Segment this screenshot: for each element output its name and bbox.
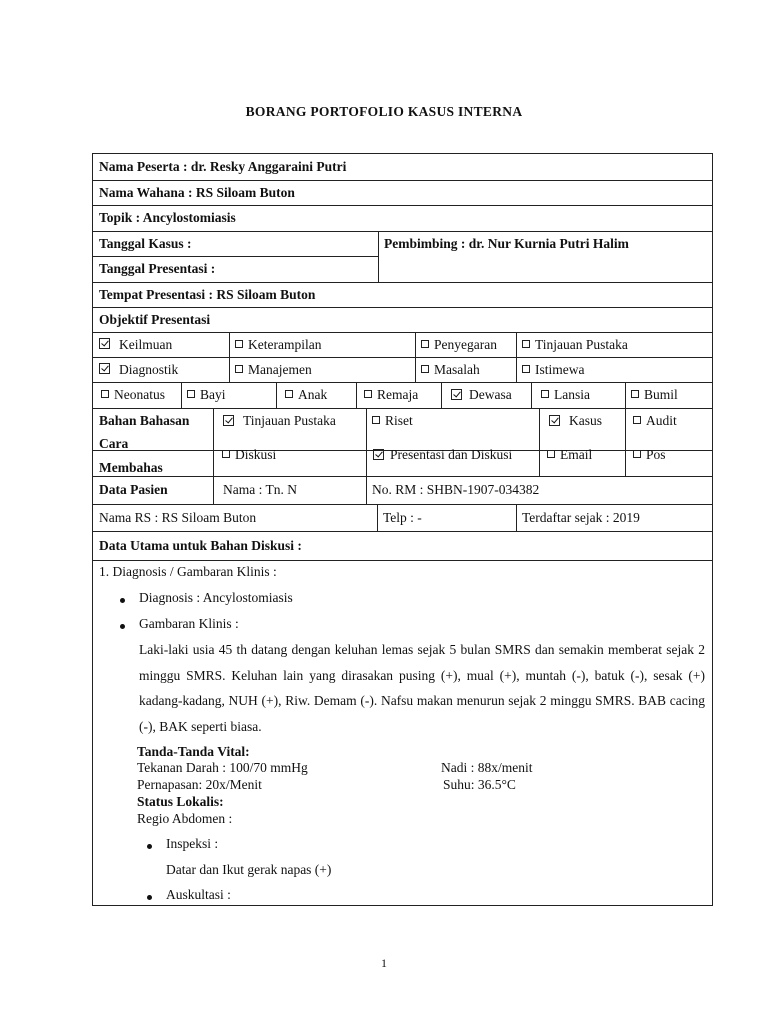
nama-pasien-field: Nama : Tn. N (223, 482, 297, 497)
status-lokalis: Status Lokalis: (137, 794, 224, 809)
checkbox-icon (222, 450, 230, 458)
checkbox-icon (633, 416, 641, 424)
option-audit[interactable] (625, 408, 683, 434)
checkbox-icon (633, 450, 641, 458)
option-keterampilan[interactable] (229, 332, 327, 357)
option-anak[interactable] (276, 382, 333, 408)
objektif-label: Objektif Presentasi (99, 311, 211, 327)
data-utama-label: Data Utama untuk Bahan Diskusi : (99, 537, 302, 553)
option-label: Email (560, 447, 593, 462)
option-bahan-tinjauan[interactable] (213, 408, 342, 434)
option-label: Tinjauan Pustaka (535, 336, 628, 352)
option-label: Manajemen (248, 361, 312, 377)
option-label: Neonatus (114, 387, 165, 402)
bullet-icon (120, 598, 125, 603)
option-penyegaran[interactable] (415, 332, 503, 357)
option-label: Anak (298, 387, 328, 402)
auskultasi: Auskultasi : (166, 887, 231, 902)
suhu: Suhu: 36.5°C (443, 777, 516, 792)
checked-box-icon (99, 338, 110, 349)
peserta-field: Nama Peserta : dr. Resky Anggaraini Putri (99, 159, 347, 174)
option-tinjauan-pustaka[interactable] (516, 332, 634, 357)
bullet-icon (147, 844, 152, 849)
bahan-label: Bahan Bahasan (99, 413, 190, 428)
pembimbing-field: Pembimbing : dr. Nur Kurnia Putri Halim (384, 235, 629, 251)
page-number: 1 (381, 956, 387, 970)
tanggal-presentasi-field: Tanggal Presentasi : (99, 261, 216, 276)
option-bayi[interactable] (181, 382, 232, 408)
row-divider (93, 560, 712, 561)
diagnosis-item: Diagnosis : Ancylostomiasis (139, 590, 293, 605)
tekanan-darah: Tekanan Darah : 100/70 mmHg (137, 760, 308, 775)
option-bumil[interactable] (625, 382, 684, 408)
option-label: Penyegaran (434, 336, 497, 352)
option-label: Bayi (200, 387, 226, 402)
checkbox-icon (285, 390, 293, 398)
option-label: Kasus (569, 413, 602, 428)
row-divider (93, 357, 712, 358)
pernapasan: Pernapasan: 20x/Menit (137, 777, 262, 792)
option-label: Audit (646, 413, 677, 428)
no-rm-field: No. RM : SHBN-1907-034382 (372, 482, 540, 497)
nadi: Nadi : 88x/menit (441, 760, 533, 775)
vital-heading: Tanda-Tanda Vital: (137, 744, 250, 759)
checkbox-icon (372, 416, 380, 424)
option-kasus[interactable] (539, 408, 608, 434)
option-diagnostik[interactable] (93, 357, 184, 382)
option-label: Bumil (644, 387, 678, 402)
option-label: Keterampilan (248, 336, 322, 352)
document-title: BORANG PORTOFOLIO KASUS INTERNA (245, 104, 523, 119)
cara-label: Cara (99, 436, 129, 451)
option-pos[interactable] (625, 434, 672, 476)
inspeksi: Inspeksi : (166, 836, 219, 851)
topik-field: Topik : Ancylostomiasis (99, 210, 236, 225)
checked-box-icon (373, 449, 384, 460)
option-label: Istimewa (535, 361, 585, 377)
option-label: Diskusi (235, 447, 277, 462)
option-label: Riset (385, 413, 413, 428)
checkbox-icon (364, 390, 372, 398)
checkbox-icon (547, 450, 555, 458)
option-neonatus[interactable] (93, 382, 171, 408)
checked-box-icon (549, 415, 560, 426)
option-label: Tinjauan Pustaka (243, 413, 336, 428)
diagnosis-heading: 1. Diagnosis / Gambaran Klinis : (99, 564, 277, 579)
checkbox-icon (235, 340, 243, 348)
tanggal-kasus-field: Tanggal Kasus : (99, 235, 192, 251)
terdaftar-field: Terdaftar sejak : 2019 (522, 509, 640, 525)
checkbox-icon (101, 390, 109, 398)
checkbox-icon (235, 365, 243, 373)
option-label: Pos (646, 447, 666, 462)
option-dewasa[interactable] (441, 382, 518, 408)
bullet-icon (147, 895, 152, 900)
checkbox-icon (421, 340, 429, 348)
checkbox-icon (522, 340, 530, 348)
option-manajemen[interactable] (229, 357, 318, 382)
regio-abdomen: Regio Abdomen : (137, 811, 233, 826)
bullet-icon (120, 624, 125, 629)
option-remaja[interactable] (356, 382, 424, 408)
checkbox-icon (541, 390, 549, 398)
option-keilmuan[interactable] (93, 332, 178, 357)
data-pasien-label: Data Pasien (99, 482, 168, 497)
option-label: Diagnostik (119, 361, 179, 377)
gambaran-paragraph: Laki-laki usia 45 th datang dengan keluhan lemas sejak 5 bulan SMRS dan semakin memberat sejak 2 minggu SMRS. Keluhan lain yang dirasakan pusing (+), mual (+), muntah (-), batuk (-), sesak (+) kadang-kadang, NUH (+), Riw. Demam (-). Nafsu makan menurun sejak 2 minggu SMRS. BAB cacing (-), BAK seperti biasa. (139, 642, 705, 734)
option-diskusi[interactable] (213, 434, 282, 476)
option-label: Presentasi dan Diskusi (390, 447, 513, 462)
telp-field: Telp : - (383, 509, 422, 525)
option-label: Remaja (377, 387, 419, 402)
checked-box-icon (223, 415, 234, 426)
option-label: Keilmuan (119, 336, 173, 352)
checkbox-icon (522, 365, 530, 373)
inspeksi-text: Datar dan Ikut gerak napas (+) (166, 862, 332, 877)
option-masalah[interactable] (415, 357, 486, 382)
nama-rs-field: Nama RS : RS Siloam Buton (99, 509, 257, 525)
option-email[interactable] (539, 434, 598, 476)
option-istimewa[interactable] (516, 357, 591, 382)
wahana-field: Nama Wahana : RS Siloam Buton (99, 184, 295, 200)
option-label: Lansia (554, 387, 590, 402)
gambaran-item: Gambaran Klinis : (139, 616, 239, 631)
checkbox-icon (187, 390, 195, 398)
option-lansia[interactable] (531, 382, 596, 408)
option-riset[interactable] (366, 408, 419, 434)
tempat-field: Tempat Presentasi : RS Siloam Buton (99, 286, 316, 302)
checked-box-icon (451, 389, 462, 400)
checked-box-icon (99, 363, 110, 374)
checkbox-icon (631, 390, 639, 398)
checkbox-icon (421, 365, 429, 373)
option-presentasi-diskusi[interactable] (366, 434, 518, 476)
option-label: Masalah (434, 361, 480, 377)
cara-label-2: Membahas (99, 460, 163, 475)
option-label: Dewasa (469, 387, 512, 402)
